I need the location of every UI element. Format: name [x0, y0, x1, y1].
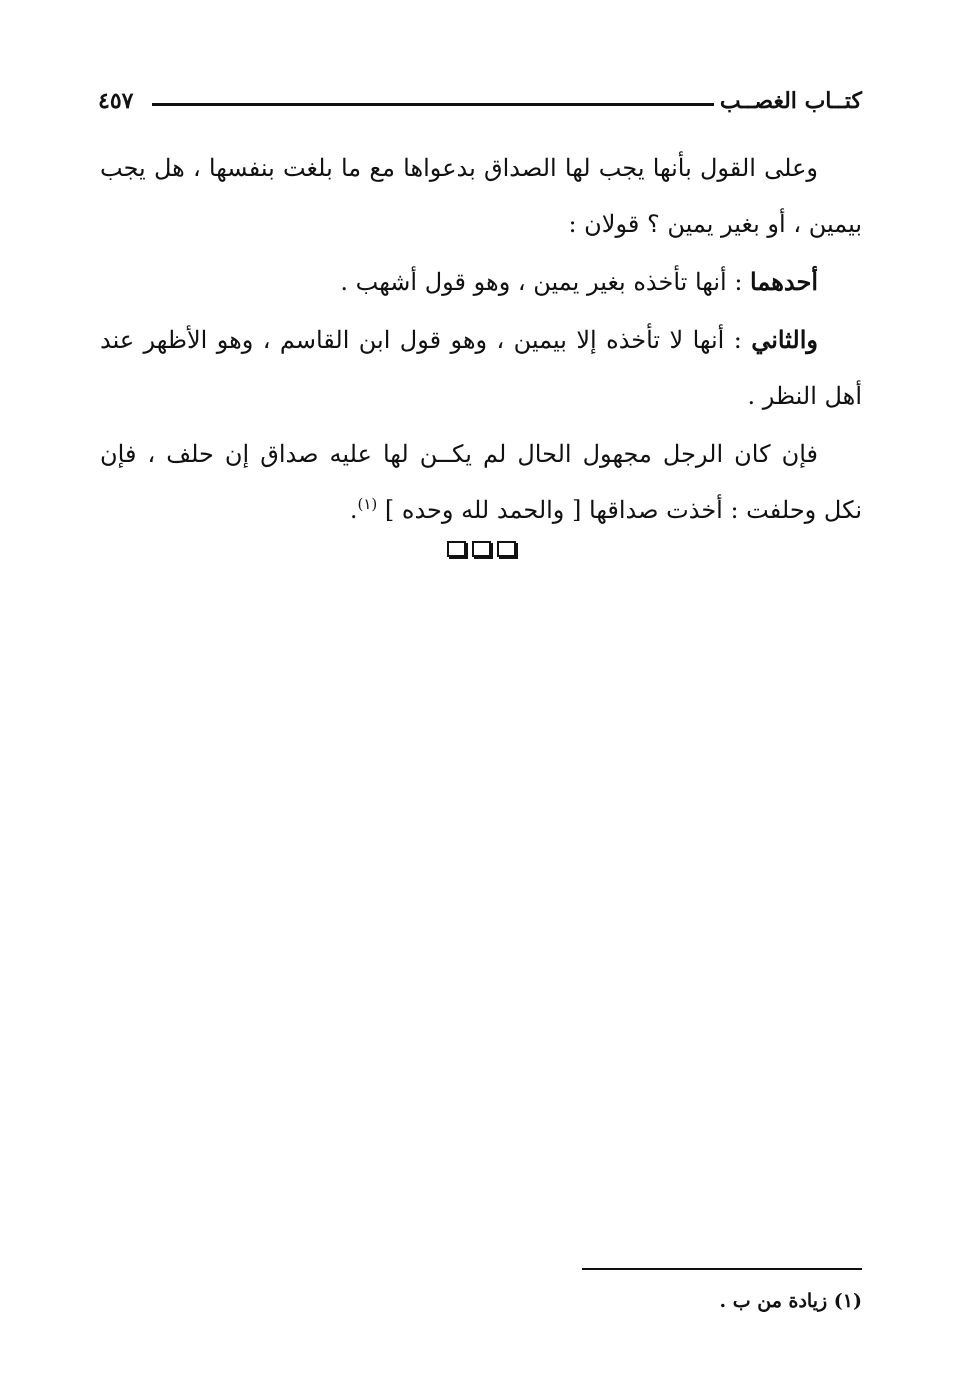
paragraph-text: : أنها لا تأخذه إلا بيمين ، وهو قول ابن القاسم ، وهو الأظهر عند أهل النظر .: [100, 326, 862, 410]
footnote: (١) زيادة من ب .: [719, 1290, 862, 1312]
paragraph-text: : أنها تأخذه بغير يمين ، وهو قول أشهب .: [340, 268, 751, 296]
running-header: [98, 82, 862, 122]
paragraph-text: فإن كان الرجل مجهول الحال لم يكــن لها عليه صداق إن حلف ، فإن نكل وحلفت : أخذت صداقها [ والحمد لله وحده ]: [100, 440, 862, 524]
paragraph-lead-term: والثاني: [751, 325, 818, 354]
paragraph-text: وعلى القول بأنها يجب لها الصداق بدعواها مع ما بلغت بنفسها ، هل يجب بيمين ، أو بغير يمين ؟ قولان :: [100, 154, 862, 238]
chapter-title: كتــاب الغصــب: [719, 88, 862, 114]
header-rule: [152, 103, 714, 106]
paragraph-4: [100, 426, 862, 538]
main-text: [100, 140, 862, 540]
ornament-box-icon: [447, 541, 466, 557]
paragraph-2: [100, 254, 862, 310]
ornament-box-icon: [472, 541, 491, 557]
paragraph-lead-term: أحدهما: [750, 267, 818, 296]
section-end-ornament: [446, 538, 516, 560]
page-number: ٤٥٧: [98, 88, 134, 114]
paragraph-3: [100, 312, 862, 424]
footnote-separator: [582, 1268, 862, 1270]
ornament-box-icon: [497, 541, 516, 557]
paragraph-1: [100, 140, 862, 252]
paragraph-tail: .: [349, 496, 358, 524]
footnote-reference: (١): [357, 495, 378, 513]
